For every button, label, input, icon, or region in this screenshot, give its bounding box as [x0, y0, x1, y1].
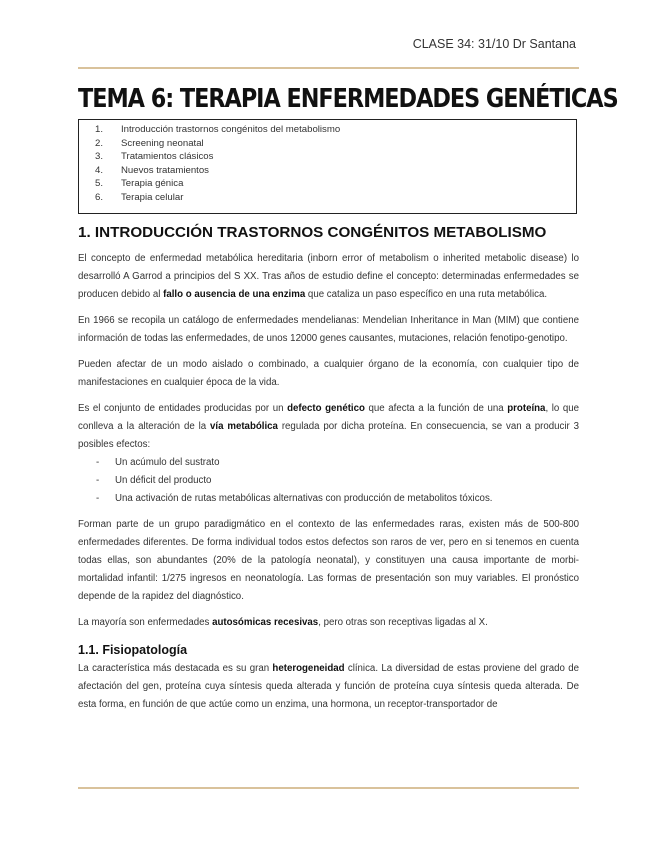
paragraph-heterogeneity: La característica más destacada es su gran heterogeneidad clínica. La diversidad de estas proviene del grado de afectación del gen, proteína cuya síntesis queda alterada y función de proteína cuya síntesis queda alterada. De esta forma, en función de que actúe como un enzima, una hormona, un receptor-transportador de [78, 663, 579, 710]
toc-number: 6. [95, 191, 104, 203]
paragraph-affect: Pueden afectar de un modo aislado o combinado, a cualquier órgano de la economía, con cualquier tipo de manifestaciones en cualquier época de la vida. [78, 359, 579, 388]
toc-label: Introducción trastornos congénitos del metabolismo [121, 124, 341, 135]
paragraph-concept: El concepto de enfermedad metabólica hereditaria (inborn error of metabolism o inherited metabolic disease) lo desarrolló A Garrod a principios del S XX. Tras años de estudio define el concepto: determinadas enfermedades se producen debido al fallo o ausencia de una enzima que cataliza un paso específico en una ruta metabólica. [78, 253, 579, 300]
toc-item [79, 124, 576, 138]
paragraph-definition: Es el conjunto de entidades producidas por un defecto genético que afecta a la función de una proteína, lo que conlleva a la alteración de la vía metabólica regulada por dicha proteína. En consecuencia, se van a producir 3 posibles efectos: [78, 403, 580, 450]
list-item: - Un déficit del producto [78, 472, 579, 490]
toc-number: 4. [95, 164, 104, 176]
bottom-divider [78, 787, 579, 789]
toc-item [79, 165, 576, 179]
toc-label: Terapia celular [121, 191, 184, 203]
section-heading: 1. INTRODUCCIÓN TRASTORNOS CONGÉNITOS METABOLISMO [78, 224, 547, 241]
list-item: - Un acúmulo del sustrato [78, 454, 579, 472]
effects-list [78, 454, 579, 508]
emphasis: defecto genético [287, 403, 365, 414]
page-title: TEMA 6: TERAPIA ENFERMEDADES GENÉTICAS [78, 84, 618, 114]
toc-number: 1. [95, 124, 104, 135]
toc-label: Nuevos tratamientos [121, 164, 209, 176]
paragraph-mim: En 1966 se recopila un catálogo de enfermedades mendelianas: Mendelian Inheritance in Man (MIM) que contiene información de todas las enfermedades, de unos 12000 genes causantes, mutaciones, relación fenotipo-genotipo. [78, 315, 579, 344]
table-of-contents [78, 119, 577, 214]
subsection-heading: 1.1. Fisiopatología [78, 643, 188, 657]
paragraph-rare-diseases: Forman parte de un grupo paradigmático en el contexto de las enfermedades raras, existen más de 500-800 enfermedades diferentes. De forma individual todos estos defectos son raros de ver, pero en si tenemos en cuenta todas ellas, son abundantes (20% de la patología neonatal), y constituyen una causa importante de morbi-mortalidad infantil: 1/275 ingresos en neonatología. Las formas de presentación son muy variables. El pronóstico depende de la rapidez del diagnóstico. [78, 519, 579, 602]
emphasis: autosómicas recesivas [212, 617, 319, 628]
toc-item [79, 138, 576, 152]
emphasis: heterogeneidad [272, 663, 345, 674]
toc-item [79, 151, 576, 165]
toc-item [79, 178, 576, 192]
emphasis: proteína [507, 403, 546, 414]
list-item: - Una activación de rutas metabólicas alternativas con producción de metabolitos tóxicos. [78, 490, 579, 508]
toc-label: Tratamientos clásicos [121, 151, 214, 163]
document-body [78, 222, 579, 718]
paragraph-inheritance: La mayoría son enfermedades autosómicas recesivas, pero otras son receptivas ligadas al X. [78, 617, 488, 628]
emphasis: vía metabólica [210, 421, 278, 432]
toc-label: Screening neonatal [121, 137, 204, 149]
toc-number: 3. [95, 151, 104, 163]
emphasis: fallo o ausencia de una enzima [163, 289, 306, 300]
toc-item [79, 192, 576, 206]
top-divider [78, 67, 579, 69]
toc-number: 2. [95, 137, 104, 149]
toc-number: 5. [95, 178, 104, 190]
class-info: CLASE 34: 31/10 Dr Santana [412, 37, 576, 51]
toc-label: Terapia génica [121, 178, 184, 190]
